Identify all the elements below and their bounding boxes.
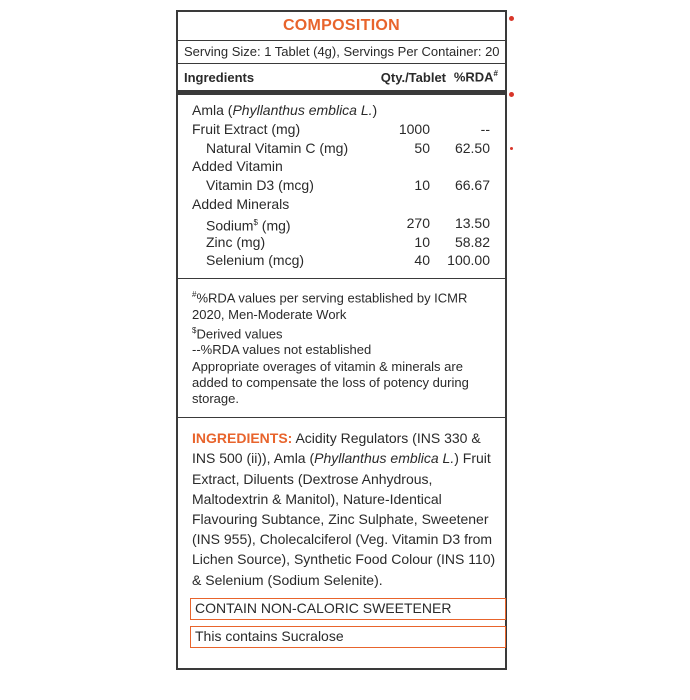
footnote-derived: $Derived values bbox=[192, 325, 283, 342]
row-name: Added Vitamin bbox=[192, 158, 283, 175]
table-row bbox=[178, 139, 505, 158]
row-qty: 40 bbox=[414, 252, 430, 269]
header-qty: Qty./Tablet bbox=[380, 69, 446, 85]
row-rda: 58.82 bbox=[454, 233, 490, 250]
header-ingredients: Ingredients bbox=[184, 69, 255, 85]
table-header bbox=[178, 64, 505, 90]
footnote-not-established: --%RDA values not established bbox=[192, 342, 372, 358]
row-qty: 1000 bbox=[398, 120, 430, 137]
row-qty: 270 bbox=[406, 214, 430, 231]
edge-dot-middle bbox=[509, 92, 514, 97]
row-name: Added Minerals bbox=[192, 195, 290, 212]
table-row bbox=[178, 233, 505, 252]
footnote-rda: #%RDA values per serving established by ICMR 2020, Men-Moderate Work bbox=[192, 290, 468, 322]
edge-dot-top bbox=[509, 16, 514, 21]
header-rda: %RDA# bbox=[453, 69, 498, 85]
row-name: Fruit Extract (mg) bbox=[192, 120, 301, 137]
row-qty: 50 bbox=[414, 139, 430, 156]
table-row bbox=[178, 157, 505, 176]
row-qty: 10 bbox=[414, 233, 430, 250]
footnote-overages: Appropriate overages of vitamin & minerals are added to compensate the loss of potency during storage. bbox=[192, 358, 469, 407]
composition-table bbox=[178, 95, 505, 278]
table-row bbox=[178, 101, 505, 120]
row-rda: 62.50 bbox=[454, 139, 490, 156]
row-rda: 13.50 bbox=[454, 214, 490, 231]
row-name: Sodium$ (mg) bbox=[206, 217, 291, 234]
row-name: Natural Vitamin C (mg) bbox=[206, 139, 349, 156]
footnotes bbox=[178, 279, 505, 417]
table-row bbox=[178, 176, 505, 195]
serving-size-line: Serving Size: 1 Tablet (4g), Servings Per Container: 20 bbox=[184, 44, 500, 59]
row-name: Selenium (mcg) bbox=[206, 252, 305, 269]
composition-panel bbox=[176, 10, 507, 670]
table-row bbox=[178, 120, 505, 139]
ingredients-label: INGREDIENTS: bbox=[192, 430, 293, 447]
sweetener-notice: CONTAIN NON-CALORIC SWEETENER bbox=[190, 598, 506, 620]
row-rda: 100.00 bbox=[447, 252, 490, 269]
row-rda: -- bbox=[480, 120, 490, 137]
row-name: Amla (Phyllanthus emblica L.) bbox=[192, 102, 378, 118]
table-row bbox=[178, 214, 505, 233]
ingredients-text: INGREDIENTS: Acidity Regulators (INS 330 & INS 500 (ii)), Amla (Phyllanthus emblica L.) Fruit Extract, Diluents (Dextrose Anhydrous, Maltodextrin & Manitol), Nature-Identical Flavouring Subtance, Zinc Sulphate, Sweetener (INS 955), Cholecalciferol (Veg. Vitamin D3 from Lichen Source), Synthetic Food Colour (INS 110) & Selenium (Sodium Selenite). bbox=[192, 430, 496, 588]
row-name: Zinc (mg) bbox=[206, 233, 266, 250]
sucralose-notice: This contains Sucralose bbox=[190, 626, 506, 648]
table-row bbox=[178, 195, 505, 214]
row-rda: 66.67 bbox=[454, 177, 490, 194]
panel-title: COMPOSITION bbox=[282, 17, 401, 34]
row-qty: 10 bbox=[414, 177, 430, 194]
edge-dot-small bbox=[510, 147, 513, 150]
row-name: Vitamin D3 (mcg) bbox=[206, 177, 314, 194]
table-row bbox=[178, 251, 505, 270]
